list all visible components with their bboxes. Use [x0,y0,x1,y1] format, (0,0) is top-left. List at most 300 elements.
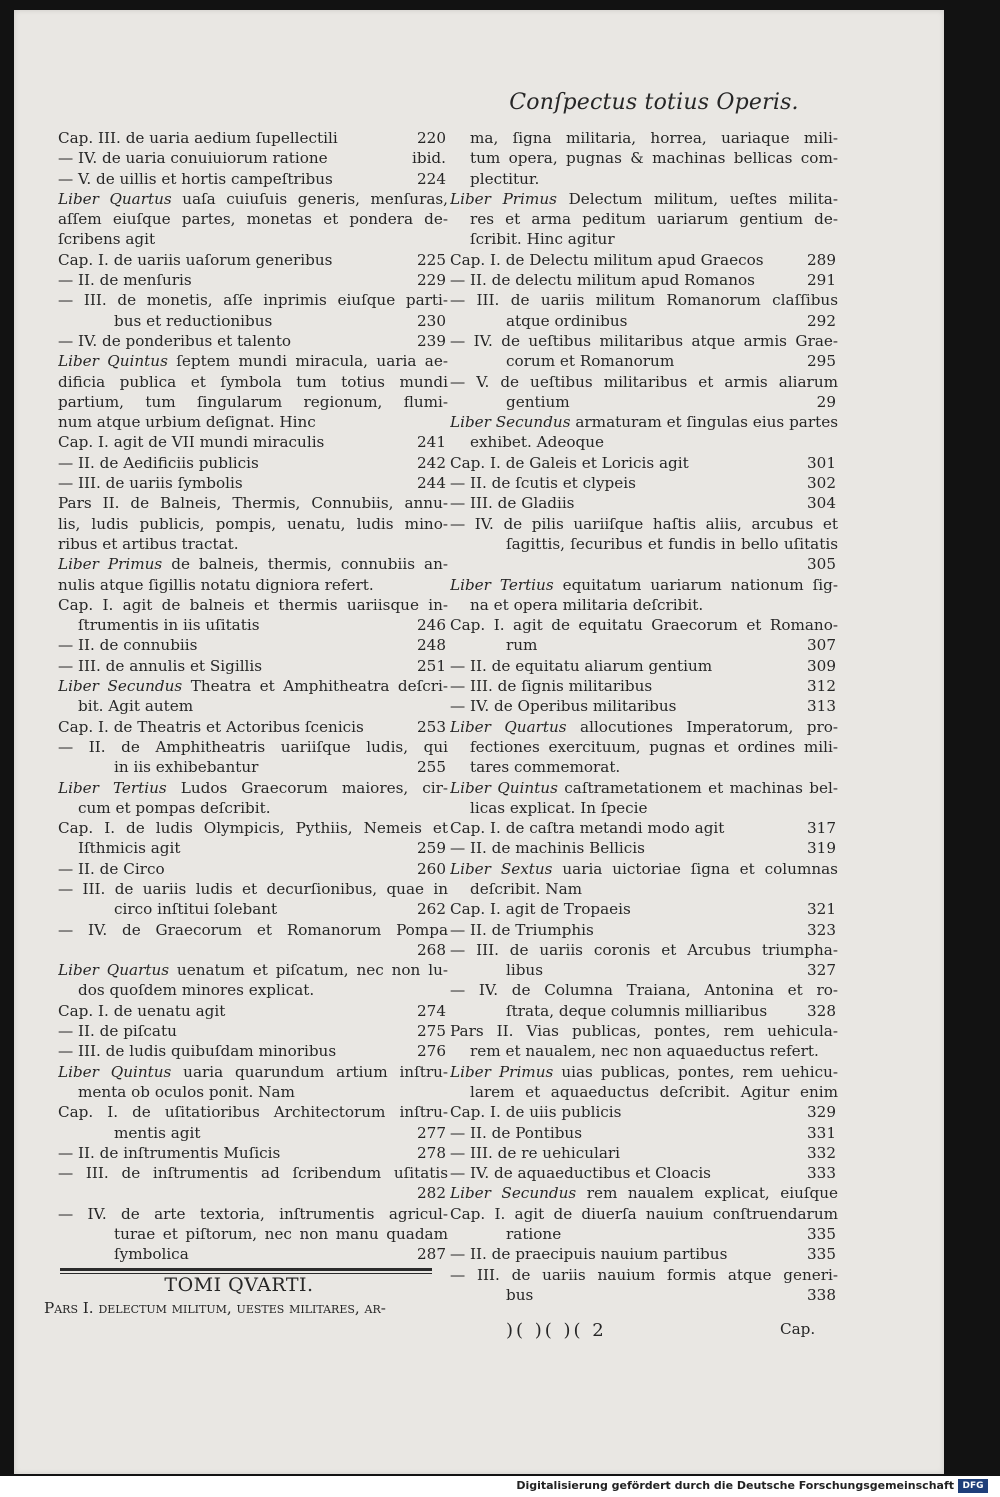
toc-line [58,1062,448,1082]
toc-line [58,1082,448,1102]
toc-line [58,737,448,757]
toc-line [450,1082,838,1102]
page-number: ibid. [412,149,446,168]
toc-line [450,392,838,412]
page-number: 275 [417,1022,446,1041]
toc-line [450,209,838,229]
page-number: 229 [417,271,446,290]
toc-line [58,595,448,615]
page-number: 29 [816,392,836,411]
toc-line [58,189,448,209]
toc-line-text: — II. de piſcatu [58,1022,177,1041]
toc-line [58,148,448,168]
toc-line-text: circo inſtitui ſolebant [114,900,278,919]
toc-line-text: Pars II. Vias publicas, pontes, rem uehicula- [450,1022,838,1041]
page-number: 321 [807,900,836,919]
page-number: 335 [807,1245,836,1264]
toc-line-text: — II. de Aedificiis publicis [58,453,259,472]
toc-line-text: Liber Sextus uaria uictoriae ſigna et columnas [450,859,838,878]
toc-line-text: — IV. de Operibus militaribus [450,697,677,716]
toc-line-text: — III. de uariis ludis et decurſionibus, quae in [58,879,448,898]
page-number: 289 [807,250,836,269]
toc-line [450,757,838,777]
page-number: 331 [807,1123,836,1142]
page-number: 312 [807,677,836,696]
toc-line-text: Cap. I. agit de balneis et thermis uariisque in- [58,595,448,614]
toc-line-text: tum opera, pugnas & machinas bellicas com- [470,149,838,168]
toc-line [450,1041,838,1061]
page-number: 332 [807,1143,836,1162]
toc-line-text: Cap. I. de caſtra metandi modo agit [450,819,725,838]
toc-line-text: ſtrata, deque columnis milliaribus [506,1001,768,1020]
page-number: 262 [417,900,446,919]
liber-lead: Liber Quartus [450,717,567,736]
toc-line-text: — III. de annulis et Sigillis [58,656,263,675]
toc-line-text: — IV. de ponderibus et talento [58,331,292,350]
toc-line-text: — III. de uariis militum Romanorum claſſibus [450,291,838,310]
left-column [58,128,448,1265]
toc-line-text: Pars II. de Balneis, Thermis, Connubiis, annu- [58,494,448,513]
toc-line [450,737,838,757]
toc-line-text: Cap. I. agit de equitatu Graecorum et Romano- [450,616,838,635]
toc-line-text: Liber Secundus armaturam et ſingulas eius partes [450,413,838,432]
toc-line-text: corum et Romanorum [506,352,675,371]
toc-line [450,940,838,960]
toc-line [450,717,838,737]
page-number: 259 [417,839,446,858]
toc-line [58,1041,448,1061]
toc-line [450,270,838,290]
toc-line-text: Liber Quartus uenatum et piſcatum, nec non lu- [58,961,448,980]
toc-line [58,960,448,980]
catchword: Cap. [780,1320,816,1338]
toc-line-text: Liber Quartus uaſa cuiuſuis generis, menſuras, [58,189,448,208]
toc-line [58,879,448,899]
toc-line [450,1123,838,1143]
page-number: 291 [807,271,836,290]
liber-lead: Liber Quintus [450,778,558,797]
toc-line [58,676,448,696]
toc-line-text: partium, tum ſingularum regionum, flumi- [58,392,448,411]
toc-line-text: cum et pompas deſcribit. [78,798,271,817]
toc-line-text: bus et reductionibus [114,311,273,330]
toc-line [450,128,838,148]
toc-line-text: — IV. de aquaeductibus et Cloacis [450,1164,711,1183]
toc-line [58,940,448,960]
toc-line [450,676,838,696]
toc-line-text: Liber Quintus uaria quarundum artium inſtru- [58,1062,448,1081]
toc-line [58,717,448,737]
toc-line [58,635,448,655]
page-number: 328 [807,1001,836,1020]
tomi-quarti-heading: TOMI QVARTI. [164,1274,314,1296]
toc-line-text: lis, ludis publicis, pompis, uenatu, ludis mino- [58,514,448,533]
toc-line-text: — IV. de Graecorum et Romanorum Pompa [58,920,448,939]
toc-line [450,412,838,432]
toc-line-text: — II. de Circo [58,859,165,878]
toc-line-text: Cap. I. de uiis publicis [450,1103,622,1122]
page-number: 246 [417,616,446,635]
toc-line [58,778,448,798]
toc-line [450,1102,838,1122]
toc-line-text: bus [506,1285,534,1304]
liber-lead: Liber Primus [450,189,557,208]
toc-line [450,1163,838,1183]
toc-line-text: ratione [506,1225,562,1244]
toc-line [58,169,448,189]
toc-line [450,290,838,310]
toc-line-text: — III. de inſtrumentis ad ſcribendum uſitatis [58,1164,448,1183]
toc-line [58,473,448,493]
toc-line [450,818,838,838]
toc-line [58,250,448,270]
toc-line-text: gentium [506,392,570,411]
toc-line [58,453,448,473]
page-number: 329 [807,1103,836,1122]
toc-line [58,656,448,676]
toc-line [450,1062,838,1082]
toc-line [450,980,838,1000]
toc-line-text: dos quoſdem minores explicat. [78,981,315,1000]
page-number: 319 [807,839,836,858]
toc-line [450,311,838,331]
toc-line-text: — V. de uillis et hortis campeſtribus [58,169,333,188]
toc-line-text: Liber Quintus ſeptem mundi miracula, uaria ae- [58,352,448,371]
page-number: 277 [417,1123,446,1142]
toc-line [58,1102,448,1122]
liber-lead: Liber Quintus [58,352,168,371]
toc-line-text: Liber Tertius equitatum uariarum nationum ſig- [450,575,838,594]
toc-line-text: Cap. I. agit de Tropaeis [450,900,631,919]
page-number: 292 [807,311,836,330]
toc-line-text: Liber Primus uias publicas, pontes, rem uehicu- [450,1062,838,1081]
toc-line [450,1265,838,1285]
toc-line-text: deſcribit. Nam [470,879,583,898]
toc-line [450,1224,838,1244]
toc-line-text: Cap. I. agit de VII mundi miraculis [58,433,325,452]
toc-line-text: licas explicat. In ſpecie [470,798,648,817]
toc-line [58,615,448,635]
toc-line [58,1163,448,1183]
toc-line-text: mentis agit [114,1123,201,1142]
toc-line [450,372,838,392]
page-number: 304 [807,494,836,513]
toc-line [450,453,838,473]
toc-line-text: Cap. I. de Delectu militum apud Graecos [450,250,764,269]
toc-line [58,229,448,249]
liber-lead: Liber Tertius [58,778,167,797]
page-number: 287 [417,1245,446,1264]
toc-line [450,595,838,615]
toc-line [58,980,448,1000]
toc-line-text: dificia publica et ſymbola tum totius mundi [58,372,448,391]
toc-line-text: larem et aquaeductus deſcribit. Agitur enim [470,1082,838,1101]
toc-line-text: — II. de inſtrumentis Muſicis [58,1143,281,1162]
toc-line [450,250,838,270]
toc-line [450,148,838,168]
toc-line [58,696,448,716]
toc-line [450,1204,838,1224]
toc-line-text: Liber Primus Delectum militum, ueſtes milita- [450,189,838,208]
toc-line [450,514,838,534]
toc-line [450,575,838,595]
toc-line [58,128,448,148]
toc-line-text: atque ordinibus [506,311,628,330]
toc-line [450,534,838,554]
toc-line [58,270,448,290]
page-number: 278 [417,1143,446,1162]
page-number: 255 [417,758,446,777]
toc-line-text: — III. de ludis quibuſdam minoribus [58,1042,337,1061]
toc-line-text: — III. de re uehiculari [450,1143,621,1162]
liber-lead: Liber Primus [58,555,163,574]
toc-line [58,493,448,513]
toc-line-text: — II. de Amphitheatris uariiſque ludis, qui [58,737,448,756]
toc-line-text: rem et naualem, nec non aquaeductus refert. [470,1042,819,1061]
liber-lead: Liber Secundus [450,413,571,432]
toc-line [450,798,838,818]
toc-line-text: — III. de Gladiis [450,494,575,513]
toc-line [450,351,838,371]
toc-line [450,432,838,452]
toc-line-text: rum [506,636,538,655]
toc-line-text: ſcribit. Hinc agitur [470,230,615,249]
toc-line [58,1183,448,1203]
toc-line [58,818,448,838]
toc-line [450,859,838,879]
toc-line-text: Liber Tertius Ludos Graecorum maiores, cir- [58,778,448,797]
toc-line [58,838,448,858]
toc-line-text: — II. de connubiis [58,636,198,655]
page-number: 302 [807,474,836,493]
toc-line [450,635,838,655]
toc-line [450,1021,838,1041]
toc-line-text: nulis atque ſigillis notatu digniora refert. [58,575,374,594]
toc-line [58,372,448,392]
toc-line [450,331,838,351]
liber-lead: Liber Sextus [450,859,553,878]
toc-line-text: na et opera militaria deſcribit. [470,595,704,614]
dfg-logo: DFG [958,1479,988,1493]
liber-lead: Liber Quintus [58,1062,172,1081]
toc-line [58,575,448,595]
toc-line [450,696,838,716]
right-column [450,128,838,1305]
toc-line [58,798,448,818]
toc-line-text: — III. de uariis nauium formis atque generi- [450,1265,838,1284]
toc-line-text: Cap. I. de ludis Olympicis, Pythiis, Nemeis et [58,819,448,838]
toc-line-text: — IV. de pilis uariiſque haſtis aliis, arcubus et [450,514,838,533]
page-number: 224 [417,169,446,188]
toc-line-text: ſcribens agit [58,230,156,249]
book-page [14,10,944,1474]
page-number: 333 [807,1164,836,1183]
toc-line [58,899,448,919]
toc-line [450,879,838,899]
page-number: 338 [807,1285,836,1304]
toc-line [450,778,838,798]
toc-line-text: — IV. de Columna Traiana, Antonina et ro- [450,981,838,1000]
toc-line-text: — II. de ſcutis et clypeis [450,474,636,493]
toc-line-text: Cap. I. de Theatris et Actoribus ſcenicis [58,717,364,736]
toc-line-text: — IV. de arte textoria, inſtrumentis agricul- [58,1204,448,1223]
toc-line [450,1001,838,1021]
toc-line [450,554,838,574]
toc-line [58,1204,448,1224]
toc-line [58,392,448,412]
toc-line [450,656,838,676]
toc-line [58,1123,448,1143]
toc-line [450,189,838,209]
page-number: 276 [417,1042,446,1061]
liber-lead: Liber Secundus [450,1184,577,1203]
liber-lead: Liber Quartus [58,961,170,980]
toc-line-text: ma, ſigna militaria, horrea, uariaque mili- [470,129,838,147]
page-number: 244 [417,474,446,493]
toc-line-text: plectitur. [470,169,540,188]
toc-line-text: — II. de machinis Bellicis [450,839,645,858]
toc-line [450,920,838,940]
toc-line-text: aſſem eiuſque partes, monetas et pondera de- [58,210,448,229]
toc-line [450,1244,838,1264]
page-number: 317 [807,819,836,838]
toc-line [450,615,838,635]
toc-line-text: — II. de praecipuis nauium partibus [450,1245,728,1264]
toc-line-text: — III. de uariis ſymbolis [58,474,243,493]
toc-line-text: ſtrumentis in iis uſitatis [78,616,260,635]
toc-line [58,1021,448,1041]
toc-line [450,1183,838,1203]
footer-credit: Digitalisierung gefördert durch die Deutsche Forschungsgemeinschaft [516,1479,954,1492]
page-number: 260 [417,859,446,878]
toc-line [58,412,448,432]
page-number: 323 [807,920,836,939]
toc-line-text: Iſthmicis agit [78,839,181,858]
toc-line [58,290,448,310]
toc-line-text: Cap. I. de Galeis et Loricis agit [450,453,689,472]
toc-line-text: Liber Quartus allocutiones Imperatorum, pro- [450,717,838,736]
liber-lead: Liber Tertius [450,575,554,594]
toc-line [58,554,448,574]
toc-line-text: bit. Agit autem [78,697,194,716]
toc-line [58,432,448,452]
toc-line-text: — II. de Pontibus [450,1123,582,1142]
page-number: 301 [807,453,836,472]
toc-line-text: Cap. I. de uariis uaſorum generibus [58,250,333,269]
toc-line-text: in iis exhibebantur [114,758,259,777]
page-number: 268 [417,940,446,959]
toc-line [58,311,448,331]
pars-i-line [44,1298,434,1318]
page-number: 307 [807,636,836,655]
toc-line-text: tares commemorat. [470,758,621,777]
toc-line-text: Liber Quintus caſtrametationem et machinas bel- [450,778,838,797]
toc-line [450,1285,838,1305]
toc-line-text: — III. de monetis, aſſe inprimis eiuſque parti- [58,291,448,310]
toc-line-text: res et arma peditum uariarum gentium de- [470,210,838,229]
toc-line-text: — II. de delectu militum apud Romanos [450,271,755,290]
toc-line-text: exhibet. Adeoque [470,433,604,452]
toc-line-text: — II. de menſuris [58,271,192,290]
toc-line [58,859,448,879]
page-number: 309 [807,656,836,675]
toc-line-text: Liber Secundus Theatra et Amphitheatra deſcri- [58,677,448,696]
page-number: 220 [417,129,446,147]
toc-line-text: Cap. I. agit de diuerſa nauium conſtruendarum [450,1204,838,1223]
toc-line [450,838,838,858]
page-number: 239 [417,331,446,350]
toc-line [58,920,448,940]
liber-lead: Liber Primus [450,1062,554,1081]
page-number: 230 [417,311,446,330]
toc-line-text: Liber Primus de balneis, thermis, connubiis an- [58,555,448,574]
toc-line [450,473,838,493]
toc-line-text: ſymbolica [114,1245,189,1264]
liber-lead: Liber Quartus [58,189,172,208]
toc-line-text: ſagittis, ſecuribus et fundis in bello uſitatis [506,534,838,553]
toc-line [58,1224,448,1244]
toc-line [58,331,448,351]
section-rule [60,1268,432,1271]
page-number: 282 [417,1184,446,1203]
page-number: 335 [807,1225,836,1244]
toc-line [450,169,838,189]
page-number: 251 [417,656,446,675]
toc-line-text: — V. de ueſtibus militaribus et armis aliarum [450,372,838,391]
pars-i-text: Pars I. delectum militum, ueſtes militares, ar- [44,1299,386,1317]
toc-line [58,1001,448,1021]
toc-line [58,1143,448,1163]
page-number: 253 [417,717,446,736]
page-number: 327 [807,961,836,980]
toc-line [58,351,448,371]
toc-line [450,960,838,980]
page-number: 241 [417,433,446,452]
toc-line-text: num atque urbium deſignat. Hinc [58,413,316,432]
page-number: 295 [807,352,836,371]
liber-lead: Liber Secundus [58,677,183,696]
toc-line [450,229,838,249]
page-number: 274 [417,1001,446,1020]
toc-line [450,1143,838,1163]
toc-line-text: Cap. III. de uaria aedium ſupellectili [58,129,338,147]
toc-line-text: Cap. I. de uſitatioribus Architectorum inſtru- [58,1103,448,1122]
signature-mark: )( )( )( 2 [506,1320,607,1341]
toc-line-text: Cap. I. de uenatu agit [58,1001,226,1020]
toc-line [58,514,448,534]
toc-line [450,899,838,919]
toc-line-text: turae et piſtorum, nec non manu quadam [114,1225,448,1244]
page-number: 305 [807,555,836,574]
toc-line-text: — III. de uariis coronis et Arcubus triumpha- [450,940,838,959]
page-number: 248 [417,636,446,655]
toc-line-text: — IV. de ueſtibus militaribus atque armis Grae- [450,331,838,350]
toc-line-text: — II. de Triumphis [450,920,594,939]
toc-line-text: menta ob oculos ponit. Nam [78,1082,295,1101]
toc-line [58,209,448,229]
toc-line [450,493,838,513]
toc-line [58,757,448,777]
toc-line-text: — II. de equitatu aliarum gentium [450,656,713,675]
toc-line-text: fectiones exercituum, pugnas et ordines mili- [470,737,838,756]
toc-line-text: libus [506,961,544,980]
page-number: 313 [807,697,836,716]
page-number: 242 [417,453,446,472]
toc-line-text: ribus et artibus tractat. [58,534,239,553]
toc-line-text: — III. de ſignis militaribus [450,677,653,696]
page-header-title: Conſpectus totius Operis. [509,90,799,115]
toc-line [58,534,448,554]
